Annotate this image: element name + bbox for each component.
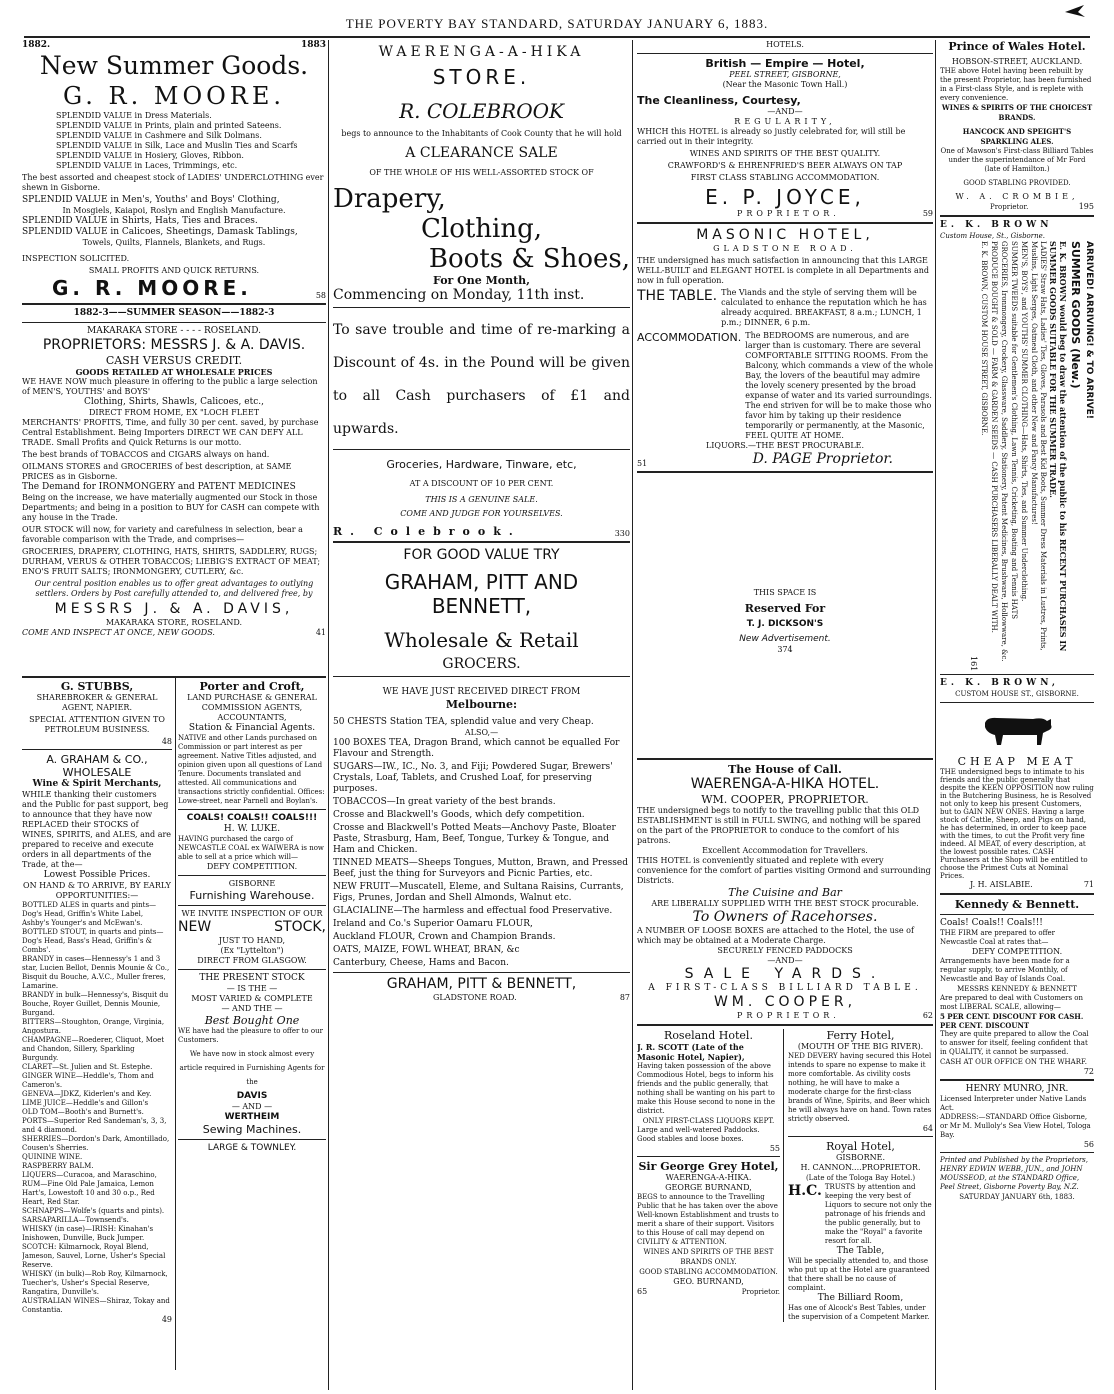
having-text: Having taken possession of the above Commodious Hotel, begs to inform his friends and the public generally, that nothing shall be wanting on his part to make this House second to none in the district. <box>637 1062 775 1115</box>
andthe-text: — AND THE — <box>221 1004 283 1013</box>
arrangements-text: Arrangements have been made for a regular supply, to arrive Monthly, of Newcastle and Bay of Islands Coal. <box>940 957 1070 983</box>
tea-2: 100 BOXES TEA, Dragon Brand, which cannot be equalled For Flavour and Strength. <box>333 738 620 759</box>
clearance-sale: A CLEARANCE SALE <box>405 145 558 161</box>
ad-number: 374 <box>777 645 793 654</box>
list-item: BITTERS—Stoughton, Orange, Virginia, Angostura. <box>22 1018 165 1035</box>
porter-sub: LAND PURCHASE & GENERAL COMMISSION AGENTS, ACCOUNTANTS, <box>187 693 317 722</box>
brown2-sub: CUSTOM HOUSE ST., GISBORNE. <box>955 690 1079 698</box>
peel-street: PEEL STREET, GISBORNE, <box>729 70 841 79</box>
messrs-text: MESSRS KENNEDY & BENNETT <box>957 985 1077 993</box>
ad-number: 72 <box>1083 1067 1094 1076</box>
royal-sub: GISBORNE. <box>835 1153 886 1162</box>
munro-name: HENRY MUNRO, JNR. <box>965 1084 1069 1094</box>
joyce-name: E. P. JOYCE, <box>705 185 865 209</box>
ad-number: 41 <box>315 628 326 637</box>
new-word: NEW <box>178 919 212 935</box>
fenced-text: SECURELY FENCED PADDOCKS <box>717 946 853 955</box>
store-owner: R. COLEBROOK <box>399 99 564 123</box>
coals-banner: COALS! COALS!! COALS!!! <box>186 813 318 823</box>
groceries-line: Groceries, Hardware, Tinware, etc, <box>386 458 577 471</box>
stubbs-name: G. STUBBS, <box>60 680 134 693</box>
davis-p11: Our central position enables us to offer great advantages to outlying settlers. Orders by Post carefully attended to, and delivered free, by <box>34 579 314 598</box>
value-line: SPLENDID VALUE in Cashmere and Silk Dolmans. <box>56 131 262 140</box>
prince-hotel: Prince of Wales Hotel. <box>948 40 1086 53</box>
year-left: 1882. <box>22 40 51 50</box>
davis-p9: OUR STOCK will now, for variety and carefulness in selection, bear a favorable comparison with the Trade, and comprises— <box>22 525 303 544</box>
proprietor-label: Proprietor. <box>741 1288 780 1296</box>
crawford-text: CRAWFORD'S & EHRENFRIED'S BEER ALWAYS ON TAP <box>667 161 903 170</box>
waerenga-hotel: WAERENGA-A-HIKA HOTEL. <box>690 776 880 792</box>
list-item: QUININE WINE. <box>22 1153 83 1161</box>
ad-number: 330 <box>614 529 630 538</box>
proprietor-label: PROPRIETOR. <box>737 1011 840 1020</box>
auckland: Auckland FLOUR, Crown and Champion Brands. <box>333 932 556 942</box>
one-month: For One Month, <box>433 274 530 287</box>
present-stock: THE PRESENT STOCK <box>199 973 305 983</box>
column-rule <box>935 40 936 1390</box>
gpb-name: GRAHAM, PITT AND BENNETT, <box>384 570 579 618</box>
cheap-text: THE undersigned begs to intimate to his friends and the public generally that despite the KEEN OPPOSITION now ruling in the Butchering Business, he is Resolved not only to keep his present Customers, but to GAIN NEW ONES. Having a large stock of Cattle, Sheep, and Pigs on hand, he has determined, in order to keep pace with the times, to cut the Profit very fine indeed. AI MEAT, of every description, at the lowest possible rates. CASH Purchasers at the Shop will be entitled to choose the Primest Cuts at Nominal Prices. <box>940 768 1094 880</box>
while-text: WHILE thanking their customers and the Public for past support, beg to announce that they have now REPLACED their STOCKS of WINES, SPIRITS, and ALES, and are prepared to receive and execute orders in all departments of the Trade, at the— <box>22 790 172 869</box>
underclothing-text: The best assorted and cheapest stock of LADIES' UNDERCLOTHING ever shewn in Gisborne. <box>22 173 324 192</box>
vertical-line: E. K. BROWN, CUSTOM HOUSE STREET, GISBORNE. <box>980 241 988 436</box>
gpb-sig: GRAHAM, PITT & BENNETT, <box>386 976 577 992</box>
list-item: GENEVA—JDKZ, Kiderlen's and Key. <box>22 1090 152 1098</box>
ad-number: 64 <box>922 1124 933 1133</box>
section-rule <box>22 676 326 678</box>
billiard-room-text: Has one of Alcock's Best Tables, under the supervision of a Competent Marker. <box>788 1304 930 1321</box>
fruit: NEW FRUIT—Muscatell, Eleme, and Sultana Raisins, Currants, Figs, Prunes, Jordan and Shell Almonds, Walnut etc. <box>333 882 624 903</box>
hancock-text: HANCOCK AND SPEIGHT'S SPARKLING ALES. <box>962 127 1072 146</box>
potted: Crosse and Blackwell's Potted Meats—Anchovy Paste, Bloater Paste, Strasburg, Ham, Beef, Tongue, Turkey & Tongue, and Ham and Chicken. <box>333 823 616 855</box>
defy-text: DEFY COMPETITION. <box>206 862 298 871</box>
boys-sub: In Mosgiels, Kaiapoi, Roslyn and English Manufacture. <box>62 206 286 215</box>
whole-stock: OF THE WHOLE OF HIS WELL-ASSORTED STOCK OF <box>369 168 594 177</box>
commencing: Commencing on Monday, 11th inst. <box>333 287 585 303</box>
boots-word: Boots & Shoes, <box>428 244 630 274</box>
masthead-rule <box>24 36 1090 38</box>
list-item: SARSAPARILLA—Townsend's. <box>22 1216 129 1224</box>
native-text: NATIVE and other Lands purchased on Commission or part interest as per agreement. Native Titles adjusted, and opinion given upon all questions of Land Tenure. Documents translated and attested. All communications and transactions strictly confidential. Offices: Lowe-street, near Parnell and Boylan's. <box>178 734 325 805</box>
aislabie-name: J. H. AISLABIE. <box>970 880 1033 889</box>
left-subcolumn <box>637 1029 784 1322</box>
large-townley: LARGE & TOWNLEY. <box>207 1143 297 1153</box>
wine-list <box>22 901 172 1315</box>
liquors-text: LIQUORS.—THE BEST PROCURABLE. <box>705 441 865 450</box>
house-of-call: The House of Call. <box>728 763 842 776</box>
list-item: SHERRIES—Dordon's Dark, Amontillado, Cousen's Sherries. <box>22 1135 170 1152</box>
list-item: RASPBERRY BALM. <box>22 1162 94 1170</box>
davis-p10: GROCERIES, DRAPERY, CLOTHING, HATS, SHIRTS, SADDLERY, RUGS; DURHAM, VERUS & OTHER TOBACCOS; LIEBIG'S EXTRACT OF MEAT; ENO'S FRUIT SALTS; IRONMONGERY, CUTLERY, &c. <box>22 547 321 576</box>
tinned: TINNED MEATS—Sheeps Tongues, Mutton, Brawn, and Pressed Beef, just the thing for Surveyors and Picnic Parties, etc. <box>333 858 628 879</box>
munro-sub: Licensed Interpreter under Native Lands Act. <box>940 1095 1087 1112</box>
vertical-advert <box>940 241 1094 671</box>
vertical-line: PRODUCE BOUGHT & SOLD — FARM & GARDEN SEEDS — CASH PURCHASERS LIBERALLY DEALT WITH. <box>990 241 998 633</box>
and-text: — AND — <box>231 1102 273 1111</box>
billiard-text: A FIRST-CLASS BILLIARD TABLE. <box>648 983 922 993</box>
accommodation-heading: ACCOMMODATION. <box>637 331 742 344</box>
ad-number: 56 <box>1083 1140 1094 1149</box>
inspection-text: INSPECTION SOLICITED. <box>22 254 130 263</box>
vertical-line: SUMMER GOODS (New.) <box>1069 241 1082 389</box>
davis-banner: MESSRS J. & A. DAVIS, <box>54 601 294 617</box>
graham-name: A. GRAHAM & CO., <box>46 753 148 766</box>
davis-sub: MAKARAKA STORE, ROSELAND. <box>105 618 243 627</box>
paddocks-text: Large and well-watered Paddocks. Good stables and loose boxes. <box>637 1126 760 1143</box>
goods-retailed: GOODS RETAILED AT WHOLESALE PRICES <box>75 367 273 377</box>
space-text: THIS SPACE IS <box>753 588 817 597</box>
regularity: REGULARITY, <box>734 117 836 126</box>
list-item: BRANDY in cases—Hennessy's 1 and 3 star, Lucien Bellot, Dennis Mounie & Co., Bisquit du Bouche, A.V.C., Muller freres, Lamarine. <box>22 955 170 990</box>
value-line: SPLENDID VALUE in Silk, Lace and Muslin Ties and Scarfs <box>56 141 298 150</box>
ad-number: 87 <box>619 993 630 1002</box>
davis-p2: Clothing, Shirts, Shawls, Calicoes, etc., <box>84 397 264 407</box>
rebuilt-text: THE above Hotel having been rebuilt by the present Proprietor, has been furnished in a First-class Style, and is replete with every convenience. <box>940 67 1092 102</box>
davis-p5: The best brands of TOBACCOS and CIGARS always on hand. <box>22 450 270 459</box>
calicoes-sub: Towels, Quilts, Flannels, Blankets, and Rugs. <box>82 238 266 247</box>
petro-text: SPECIAL ATTENTION GIVEN TO PETROLEUM BUSINESS. <box>29 715 165 734</box>
value-line: SPLENDID VALUE in Prints, plain and printed Sateens. <box>56 121 282 130</box>
burnand-sig: GEO. BURNAND, <box>673 1277 744 1286</box>
lowest-prices: Lowest Possible Prices. <box>43 870 151 880</box>
vertical-line: MEN'S, BOYS', and YOUTHS' SUMMER CLOTHING—Hats, Shirts, Ties, and Summer Underclothing. <box>1020 241 1028 602</box>
wholesale-retail: Wholesale & Retail <box>384 628 579 652</box>
vertical-line: GROCERIES, Ironmongery, Crockery, Glassware, Saddlery, Stationery, Patent Medicines, Brushware, Hollowware, &c. <box>1000 241 1008 662</box>
gladstone-road: GLADSTONE ROAD. <box>433 993 517 1002</box>
liberally-text: ARE LIBERALLY SUPPLIED WITH THE BEST STOCK procurable. <box>651 899 919 908</box>
davis-machine: DAVIS <box>236 1091 268 1101</box>
list-item: BOTTLED ALES in quarts and pints—Dog's Head, Griffin's White Label, Ashby's Younger's and McEwan's. <box>22 901 157 927</box>
glacialine: GLACIALINE—The harmless and effectual food Preservative. <box>333 906 613 916</box>
discount-text: To save trouble and time of re-marking a Discount of 4s. in the Pound will be given to all Cash purchasers of £1 and upwards. <box>333 322 630 437</box>
list-item: LIME JUICE—Heddle's and Gillon's <box>22 1099 149 1107</box>
masonic-under: THE undersigned has much satisfaction in announcing that this LARGE WELL-BUILT and ELEGANT HOTEL is complete in all Departments and now in full operation. <box>637 256 930 285</box>
good-stabling: GOOD STABLING ACCOMMODATION. <box>639 1268 778 1276</box>
davis-p3: DIRECT FROM HOME, EX "LOCH FLEET <box>88 408 260 417</box>
burnand-text: BEGS to announce to the Travelling Public that he has taken over the above Well-known Establishment and trusts to merit a share of their support. Visitors to this House of call may depend on CIVILITY & ATTENTION. <box>637 1193 779 1246</box>
clothing-word: Clothing, <box>420 214 543 244</box>
shirts-text: SPLENDID VALUE in Shirts, Hats, Ties and Braces. <box>22 216 258 226</box>
cleanliness: The Cleanliness, Courtesy, <box>637 94 801 107</box>
sugars: SUGARS—IW., IC., No. 3, and Fiji; Powdered Sugar, Brewers' Crystals, Loaf, Tablets, and Crushed Loaf, for preserving purposes. <box>333 762 613 794</box>
ad-number: 195 <box>1078 202 1094 211</box>
list-item: RUM—Fine Old Pale Jamaica, Lemon Hart's, Lowestoft 10 and 30 o.p., Red Heart, Red Star. <box>22 1180 155 1206</box>
proprietor-label: PROPRIETOR. <box>737 209 840 218</box>
sale-yards: SALE YARDS. <box>684 966 886 982</box>
excellent-text: Excellent Accommodation for Travellers. <box>702 846 868 855</box>
list-item: BOTTLED STOUT, in quarts and pints—Dog's Head, Bass's Head, Griffin's & Combs'. <box>22 928 164 954</box>
brown2-name: E. K. BROWN, <box>940 678 1060 688</box>
list-item: OLD TOM—Booth's and Burnett's. <box>22 1108 144 1116</box>
having-text: HAVING purchased the cargo of NEWCASTLE COAL ex WAIWERA is now able to sell at a price which will— <box>178 835 324 861</box>
stock-almost: We have now in stock almost every article required in Furnishing Agents for the <box>179 1050 325 1086</box>
davis-p1: WE HAVE NOW much pleasure in offering to the public a large selection of MEN'S, YOUTHS' and BOYS' <box>22 377 318 396</box>
value-line: SPLENDID VALUE in Laces, Trimmings, etc. <box>56 161 238 170</box>
list-item: CHAMPAGNE—Roederer, Cliquot, Moet and Chandon, Sillery, Sparkling Burgundy. <box>22 1036 165 1062</box>
cheap-meat: CHEAP MEAT <box>957 755 1077 768</box>
canterbury: Canterbury, Cheese, Hams and Bacon. <box>333 958 509 968</box>
davis-p7: The Demand for IRONMONGERY and PATENT MEDICINES <box>22 482 296 492</box>
masthead-title: THE POVERTY BAY STANDARD, SATURDAY JANUARY 6, 1883. <box>345 16 769 31</box>
proprietor-label: Proprietor. <box>990 203 1029 211</box>
table-text: The Viands and the style of serving them will be calculated to enhance the reputation which he has already acquired. BREAKFAST, 8 a.m.; LUNCH, 1 p.m.; DINNER, 6 p.m. <box>721 288 927 327</box>
grey-hotel: Sir George Grey Hotel, <box>638 1160 779 1173</box>
roseland-hotel: Roseland Hotel. <box>664 1029 753 1042</box>
list-item: GINGER WINE—Heddle's, Thom and Cameron's. <box>22 1072 154 1089</box>
melbourne: Melbourne: <box>445 698 518 711</box>
station-agents: Station & Financial Agents. <box>188 723 316 733</box>
ad-number: 65 <box>637 1287 648 1296</box>
direct-text: DIRECT FROM GLASGOW. <box>197 956 307 965</box>
wertheim-machine: WERTHEIM <box>224 1112 280 1122</box>
ad-number: 58 <box>315 291 326 300</box>
stabling-text: FIRST CLASS STABLING ACCOMMODATION. <box>690 173 880 182</box>
bull-icon <box>940 709 1094 749</box>
invite-text: WE INVITE INSPECTION OF OUR <box>181 909 323 918</box>
burnand-name: GEORGE BURNAND, <box>665 1183 752 1192</box>
issue-date: SATURDAY JANUARY 6th, 1883. <box>959 1193 1075 1201</box>
proprietors-text: PROPRIETORS: MESSRS J. & A. DAVIS. <box>42 337 306 353</box>
pleased-text: They are quite prepared to allow the Coal to answer for itself, feeling confident that in QUALITY, it cannot be surpassed. <box>940 1030 1089 1056</box>
ferry-hotel: Ferry Hotel, <box>826 1029 895 1042</box>
liquors-kept: ONLY FIRST-CLASS LIQUORS KEPT. <box>642 1117 775 1125</box>
ad-number: 71 <box>1083 880 1094 889</box>
table2-heading: The Table, <box>836 1246 885 1256</box>
masonic-hotel: MASONIC HOTEL, <box>696 227 874 243</box>
masonic-road: GLADSTONE ROAD. <box>713 244 857 253</box>
brown-head: E. K. BROWN <box>940 220 1053 230</box>
list-item: CLARET—St. Julien and St. Estephe. <box>22 1063 153 1071</box>
accommodation-text: The BEDROOMS are numerous, and are larger than is customary. There are several COMFORTABLE SITTING ROOMS. From the Balcony, which commands a view of the whole Bay, the lovers of the beautiful may admire the lovely scenery presented by the broad expanse of water and its varied surroundings. The end striven for will be to make those who favor him by taking up their residence temporarily or permanently, at the Masonic, FEEL QUITE AT HOME. <box>745 331 933 440</box>
season-banner: 1882-3——SUMMER SEASON——1882-3 <box>73 308 275 318</box>
cannon-name: H. CANNON....PROPRIETOR. <box>800 1163 921 1172</box>
headline: New Summer Goods. <box>39 51 309 80</box>
billiard-text: One of Mawson's First-class Billiard Tables under the superintendance of Mr Ford (late of Hamilton.) <box>940 147 1094 173</box>
table2-text: Will be specially attended to, and those who put up at the Hotel are guaranteed that there shall be no cause of complaint. <box>788 1257 930 1292</box>
received-text: WE HAVE JUST RECEIVED DIRECT FROM <box>382 687 581 697</box>
good-value: FOR GOOD VALUE TRY <box>403 547 560 563</box>
coals-text: Coals! Coals!! Coals!!! <box>940 918 1043 928</box>
column-1b <box>178 680 326 1370</box>
hc-text: TRUSTS by attention and keeping the very best of Liquors to secure not only the patronage of his friends and the public generally, but to make the "Royal" a favorite resort for all. <box>824 1183 932 1245</box>
ad-number: 161 <box>969 655 978 671</box>
wines-choicest: WINES & SPIRITS OF THE CHOICEST BRANDS. <box>941 103 1093 122</box>
list-item: AUSTRALIAN WINES—Shiraz, Tokay and Constantia. <box>22 1297 170 1314</box>
brown-sub: Custom House, St., Gisborne. <box>940 232 1045 240</box>
most-varied: MOST VARIED & COMPLETE <box>191 994 313 1003</box>
grocers: GROCERS. <box>442 656 521 672</box>
list-item: BRANDY in bulk—Hennessy's, Bisquit du Bouche, Royer Guillet, Dennis Mounie, Burgand. <box>22 991 169 1017</box>
merchant-name: G. R. MOORE. <box>62 82 286 110</box>
list-item: SCHNAPPS—Wolfe's (quarts and pints). <box>22 1207 165 1215</box>
tea-1: 50 CHESTS Station TEA, splendid value and very Cheap. <box>333 717 594 727</box>
owners-racehorses: To Owners of Racehorses. <box>692 909 878 925</box>
devery-text: NED DEVERY having secured this Hotel intends to spare no expense to make it more comfortable. As civility costs nothing, he will have to make a moderate charge for the first-class brands of Wine, Spirits, and Beer which he will always have on hand. Town rates strictly observed. <box>788 1052 932 1123</box>
ad-number: 51 <box>637 459 648 468</box>
scott-name: J. R. SCOTT (Late of the Masonic Hotel, Napier), <box>637 1042 745 1062</box>
boys-text: SPLENDID VALUE in Men's, Youths' and Boys' Clothing, <box>22 195 280 205</box>
column-4 <box>940 40 1094 1385</box>
list-item: PORTS—Superior Red Sandeman's, 3, 3, and 4 diamond. <box>22 1117 167 1134</box>
store-title-1: WAERENGA-A-HIKA <box>378 44 585 60</box>
list-item: WHISKY (in bulk)—Rob Roy, Kilmarnock, Tuecher's, Usher's Special Reserve, Rangatira, Dunville's. <box>22 1270 168 1296</box>
hobson-street: HOBSON-STREET, AUCKLAND. <box>951 57 1083 66</box>
discount-10: AT A DISCOUNT OF 10 PER CENT. <box>409 479 554 488</box>
sewing-machines: Sewing Machines. <box>202 1123 302 1136</box>
office-text: CASH AT OUR OFFICE ON THE WHARF. <box>940 1058 1087 1066</box>
cooper-sig: WM. COOPER, <box>713 994 857 1010</box>
porter-name: Porter and Croft, <box>199 680 305 693</box>
best-brands: WINES AND SPIRITS OF THE BEST BRANDS ONLY. <box>643 1248 774 1266</box>
and-text: —AND— <box>767 107 803 116</box>
column-2 <box>333 40 630 1380</box>
prepared-text: Are prepared to deal with Customers on most LIBERAL SCALE, allowing— <box>940 994 1084 1011</box>
percent-text: 5 PER CENT. DISCOUNT FOR CASH. PER CENT. DISCOUNT <box>940 1012 1084 1030</box>
lyttelton-text: (Ex "Lyttelton") <box>220 946 284 955</box>
mouth-text: (MOUTH OF THE BIG RIVER). <box>797 1042 924 1051</box>
genuine-sale: THIS IS A GENUINE SALE. <box>425 495 538 504</box>
which-text: WHICH this HOTEL is already so justly celebrated for, will still be carried out in their integrity. <box>637 127 906 146</box>
right-subcolumn <box>788 1029 933 1322</box>
situated-text: THIS HOTEL is conveniently situated and replete with every convenience for the comfort of parties visiting Ormond and surrounding Districts. <box>637 856 931 885</box>
begs-text: begs to announce to the Inhabitants of Cook County that he will hold <box>341 129 622 138</box>
best-bought: Best Bought One <box>204 1014 300 1027</box>
printed-text: Printed and Published by the Proprietors, HENRY EDWIN WEBB, JUN., and JOHN MOUSSEOD, at the STANDARD Office, Peel Street, Gisborne Poverty Bay, N.Z. <box>940 1156 1088 1191</box>
ad-number: 49 <box>161 1315 172 1324</box>
moore-banner: G. R. MOORE. <box>52 276 252 300</box>
notify-text: THE undersigned begs to notify to the travelling public that this OLD ESTABLISHMENT is still in FULL SWING, and nothing will be spared on the part of the PROPRIETOR to conduce to the comfort of his patrons. <box>637 806 921 845</box>
stabling-text: GOOD STABLING PROVIDED. <box>963 179 1071 187</box>
firm-text: THE FIRM are prepared to offer Newcastle Coal at rates that— <box>940 929 1056 946</box>
address-text: ADDRESS:—STANDARD Office Gisborne, or Mr M. Mulloly's Sea View Hotel, Tologa Bay. <box>940 1113 1091 1139</box>
column-rule <box>328 40 329 1390</box>
column-1-top <box>22 40 326 680</box>
onhand-text: ON HAND & TO ARRIVE, BY EARLY OPPORTUNITIES:— <box>23 881 171 900</box>
grey-sub: WAERENGA-A-HIKA. <box>665 1173 752 1182</box>
kennedy-bennett: Kennedy & Bennett. <box>954 898 1080 911</box>
also-text: ALSO,— <box>464 728 499 737</box>
come-judge: COME AND JUDGE FOR YOURSELVES. <box>400 509 563 518</box>
wine-merchants: Wine & Spirit Merchants, <box>32 779 162 789</box>
crombie-name: W. A. CROMBIE, <box>955 192 1079 201</box>
vertical-line: LADIES' Straw Hats, Ladies' Ties, Gloves, Parasols and Best Kid Boots, Summer Dress Materials in Lustres, Prints, Muslins, Light Serges, Oatmeal Cloth, and other New and Fancy Manufactures! <box>1030 241 1047 651</box>
furnishing-title: Furnishing Warehouse. <box>189 889 315 902</box>
column-3 <box>637 40 933 1380</box>
vertical-line: ARRIVED! ARRIVING! & TO ARRIVE! <box>1084 241 1094 419</box>
column-1a <box>22 680 172 1370</box>
davis-p6: OILMANS STORES and GROCERIES of best description, at SAME PRICES as in Gisborne. <box>22 462 292 481</box>
drapery-word: Drapery, <box>333 184 446 214</box>
oats: OATS, MAIZE, FOWL WHEAT, BRAN, &c <box>333 945 520 955</box>
list-item: LIQUERS—Curacoa, and Maraschino, <box>22 1171 157 1179</box>
stock-word: STOCK, <box>274 919 326 935</box>
gisborne-label: GISBORNE <box>228 879 276 888</box>
page-proprietor: D. PAGE Proprietor. <box>752 451 893 467</box>
ad-number: 48 <box>161 737 172 746</box>
british-empire: British — Empire — Hotel, <box>705 57 865 70</box>
small-profits-text: SMALL PROFITS AND QUICK RETURNS. <box>88 266 260 275</box>
luke-name: H. W. LUKE. <box>223 824 281 834</box>
crosse: Crosse and Blackwell's Goods, which defy competition. <box>333 810 585 820</box>
billiard-room: The Billiard Room, <box>817 1293 904 1303</box>
new-adv: New Advertisement. <box>739 634 831 644</box>
cash-credit: CASH VERSUS CREDIT. <box>105 354 243 367</box>
just-text: JUST TO HAND, <box>218 936 286 945</box>
ireland: Ireland and Co.'s Superior Oamaru FLOUR, <box>333 919 533 929</box>
reserved-text: Reserved For <box>744 602 826 615</box>
near-text: (Near the Masonic Town Hall.) <box>722 80 848 89</box>
tobaccos: TOBACCOS—In great variety of the best brands. <box>333 797 556 807</box>
davis-p8: Being on the increase, we have materially augmented our Stock in those Departments; and being in a position to BUY for CASH can compete with any house in the Trade. <box>22 493 320 522</box>
dickson-name: T. J. DICKSON'S <box>746 619 824 629</box>
cuisine-text: The Cuisine and Bar <box>728 886 842 899</box>
vertical-line: E. K. BROWN would beg to draw the attention of the public to his RECENT PURCHASES IN SUMMER GOODS SUITABLE FOR THE SUMMER TRADE. <box>1048 241 1068 652</box>
vertical-line: SUMMER TWEEDS suitable for Gentlemen's Clothing, Lawn Tennis, Cricketing, Boating and Tennis HATS <box>1010 241 1018 620</box>
hotels-label: HOTELS. <box>766 40 804 49</box>
cannon-sub: (Late of the Tologa Bay Hotel.) <box>805 1174 916 1182</box>
column-rule <box>632 40 633 1390</box>
davis-p4: MERCHANTS' PROFITS, Time, and fully 30 per cent. saved, by purchase Central Establishment. Being Importers DIRECT WE CAN DEFY ALL TRADE. Small Profits and Quick Returns is our motto. <box>22 418 319 447</box>
pleasure-text: WE have had the pleasure to offer to our Customers. <box>178 1027 323 1044</box>
stubbs-sub: SHAREBROKER & GENERAL AGENT, NAPIER. <box>36 693 158 712</box>
store-title-2: STORE. <box>432 65 531 89</box>
colebrook-sig: R. Colebrook. <box>333 525 521 538</box>
value-line: SPLENDID VALUE in Hosiery, Gloves, Ribbon. <box>56 151 244 160</box>
ad-number: 59 <box>922 209 933 218</box>
hc-initials: H.C. <box>788 1183 822 1199</box>
values-list <box>22 111 326 171</box>
year-right: 1883 <box>300 40 326 50</box>
table-heading: THE TABLE. <box>637 288 718 304</box>
column-rule <box>175 676 176 1370</box>
royal-hotel: Royal Hotel, <box>826 1140 895 1153</box>
list-item: WHISKY (in case)—IRISH: Kinahan's Inishowen, Dunville, Buck Jumper. SCOTCH: Kilmarnock, Royal Blend, Jameson, Sauvel, Lorne, Usher's Special Reserve. <box>22 1225 166 1269</box>
calicoes-text: SPLENDID VALUE in Calicoes, Sheetings, Damask Tablings, <box>22 227 298 237</box>
wholesale-label: WHOLESALE <box>62 766 132 779</box>
defy-text: DEFY COMPETITION. <box>971 947 1063 956</box>
ad-number: 55 <box>769 1144 780 1153</box>
cooper-proprietor: WM. COOPER, PROPRIETOR. <box>701 793 869 806</box>
wines-text: WINES AND SPIRITS OF THE BEST QUALITY. <box>689 149 881 158</box>
come-inspect: COME AND INSPECT AT ONCE, NEW GOODS. <box>22 628 215 637</box>
and-text-2: —AND— <box>767 956 803 965</box>
boxes-text: A NUMBER OF LOOSE BOXES are attached to the Hotel, the use of which may be obtained at a Moderate Charge. <box>637 926 914 945</box>
makaraka-store: MAKARAKA STORE - - - - ROSELAND. <box>87 326 261 336</box>
ad-number: 62 <box>922 1011 933 1020</box>
value-line: SPLENDID VALUE in Dress Materials. <box>56 111 212 120</box>
isthe-text: — IS THE — <box>226 984 278 993</box>
